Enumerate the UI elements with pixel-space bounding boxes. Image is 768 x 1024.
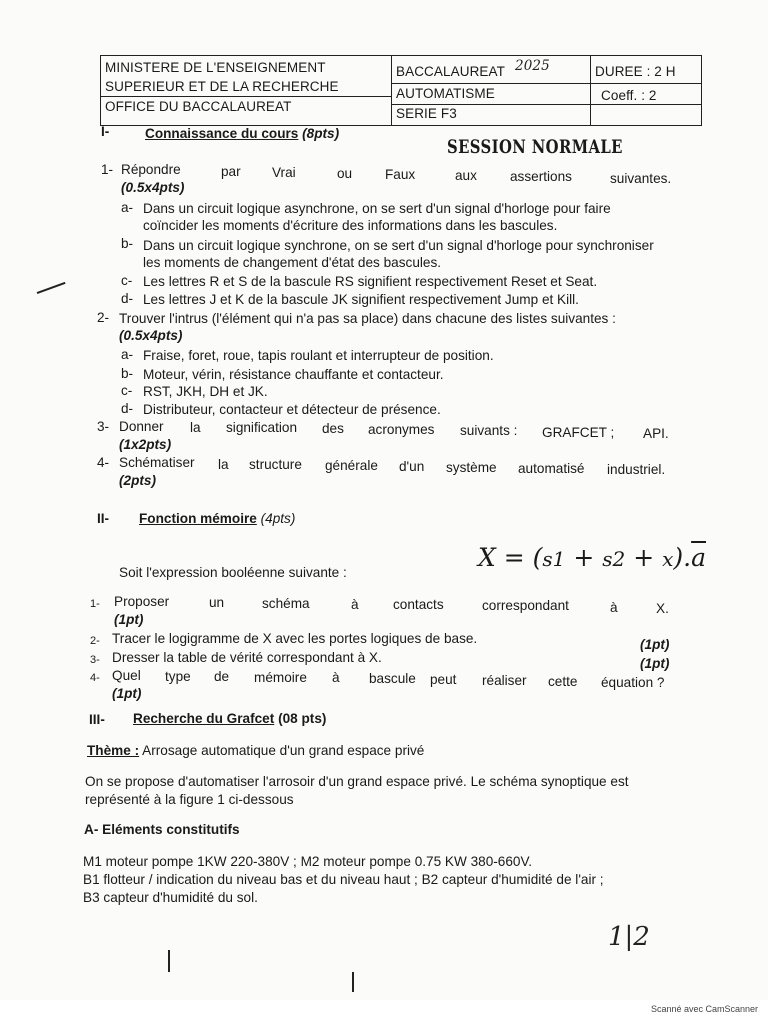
- q2a-label: a-: [121, 347, 134, 362]
- scan-mark: [37, 282, 66, 294]
- q1-word: aux: [455, 168, 477, 183]
- q3-word: des: [322, 421, 344, 436]
- q3-word: signification: [226, 420, 298, 435]
- q1-word: Vrai: [272, 165, 296, 180]
- q3-word: API.: [643, 426, 669, 441]
- boolean-formula: $X = (s1 + s2 + x).\overline{a}$: [478, 543, 706, 572]
- s2q4-word: à: [332, 670, 340, 685]
- s2q2-number: 2-: [90, 635, 100, 647]
- header-exam-cell: [392, 56, 591, 125]
- s2q4-word: cette: [548, 674, 578, 689]
- s2q3-number: 3-: [90, 654, 100, 666]
- q4-word: Schématiser: [119, 455, 195, 470]
- header-ministry-cell: [101, 56, 392, 125]
- elements-line3: B3 capteur d'humidité du sol.: [83, 890, 258, 905]
- exam-year: 2025: [515, 58, 550, 74]
- subject-label: AUTOMATISME: [396, 86, 495, 101]
- q2-text: Trouver l'intrus (l'élément qui n'a pas sa place) dans chacune des listes suivantes :: [119, 311, 616, 326]
- q2b-label: b-: [121, 366, 134, 381]
- q1a-text: Dans un circuit logique asynchrone, on se sert d'un signal d'horloge pour faire: [143, 201, 611, 216]
- q4-word: système: [446, 460, 497, 475]
- q2c-text: RST, JKH, DH et JK.: [143, 384, 268, 399]
- q1-word: assertions: [510, 169, 572, 184]
- q1-points: (0.5x4pts): [121, 180, 185, 195]
- q1-word: Faux: [385, 167, 416, 182]
- s2q4-word: Quel: [112, 668, 141, 683]
- q1a-label: a-: [121, 200, 134, 215]
- section2-heading: Fonction mémoire (4pts): [139, 511, 296, 526]
- s2q1-word: correspondant: [482, 598, 569, 613]
- section3-heading: Recherche du Grafcet (08 pts): [133, 711, 327, 726]
- q1b-text-2: les moments de changement d'état des bascules.: [143, 255, 442, 270]
- s2q1-number: 1-: [90, 598, 100, 610]
- q2d-text: Distributeur, contacteur et détecteur de présence.: [143, 402, 441, 417]
- q2d-label: d-: [121, 401, 134, 416]
- series-label: SERIE F3: [396, 106, 457, 121]
- s2q1-word: contacts: [393, 597, 444, 612]
- coeff-label: Coeff. : 2: [601, 88, 657, 103]
- elements-line2: B1 flotteur / indication du niveau bas et du niveau haut ; B2 capteur d'humidité de l'air ;: [83, 872, 604, 887]
- section1-number: I-: [101, 124, 110, 139]
- s2q4-word: type: [165, 669, 191, 684]
- partA-heading: A- Eléments constitutifs: [84, 822, 240, 837]
- q4-word: d'un: [399, 459, 425, 474]
- s2q1-word: schéma: [262, 596, 310, 611]
- q3-word: acronymes: [368, 422, 435, 437]
- page-number: 1|2: [608, 922, 650, 952]
- q1-word: par: [221, 164, 241, 179]
- theme-line: Thème : Arrosage automatique d'un grand espace privé: [87, 743, 425, 758]
- q1c-label: c-: [121, 273, 133, 288]
- q2c-label: c-: [121, 383, 133, 398]
- q1b-text: Dans un circuit logique synchrone, on se sert d'un signal d'horloge pour synchroniser: [143, 238, 654, 253]
- q4-word: la: [218, 457, 229, 472]
- q4-number: 4-: [97, 455, 110, 470]
- q3-word: suivants :: [460, 423, 518, 438]
- s2q4-number: 4-: [90, 672, 100, 684]
- q1d-text: Les lettres J et K de la bascule JK signifient respectivement Jump et Kill.: [143, 292, 579, 307]
- q3-word: Donner: [119, 419, 164, 434]
- s2q4-word: réaliser: [482, 673, 527, 688]
- s2q4-word: équation ?: [601, 675, 665, 690]
- s2q4-word: peut: [430, 672, 457, 687]
- s2q3-text: Dresser la table de vérité correspondant à X.: [112, 650, 382, 665]
- header-duration-cell: [591, 56, 701, 125]
- s2q1-word: Proposer: [114, 594, 170, 609]
- intro-paragraph-line2: représenté à la figure 1 ci-dessous: [85, 792, 294, 807]
- q1-word: ou: [337, 166, 353, 181]
- q3-points: (1x2pts): [119, 437, 172, 452]
- s2q4-word: bascule: [369, 671, 416, 686]
- section2-intro: Soit l'expression booléenne suivante :: [119, 565, 347, 580]
- s2q4-word: de: [214, 669, 230, 684]
- scan-mark: [352, 972, 354, 992]
- s2q1-word: X.: [656, 601, 669, 616]
- q1-number: 1-: [101, 162, 114, 177]
- header-table: [100, 55, 702, 126]
- s2q1-word: à: [351, 597, 359, 612]
- q1-word: suivantes.: [610, 171, 672, 186]
- s2q1-word: à: [610, 600, 618, 615]
- ministry-line2: SUPERIEUR ET DE LA RECHERCHE: [105, 79, 339, 94]
- q3-number: 3-: [97, 419, 110, 434]
- q1d-label: d-: [121, 291, 134, 306]
- q4-points: (2pts): [119, 473, 157, 488]
- s2q2-text: Tracer le logigramme de X avec les portes logiques de base.: [112, 631, 478, 646]
- q2-number: 2-: [97, 310, 110, 325]
- exam-label: BACCALAUREAT: [396, 64, 505, 79]
- ministry-line1: MINISTERE DE L'ENSEIGNEMENT: [105, 60, 326, 75]
- q2-points: (0.5x4pts): [119, 328, 183, 343]
- s2q4-points: (1pt): [112, 686, 142, 701]
- office-label: OFFICE DU BACCALAUREAT: [105, 99, 292, 114]
- q2a-text: Fraise, foret, roue, tapis roulant et interrupteur de position.: [143, 348, 494, 363]
- q1b-label: b-: [121, 236, 134, 251]
- q4-word: générale: [325, 458, 378, 473]
- s2q1-points: (1pt): [114, 612, 144, 627]
- s2q1-word: un: [209, 595, 225, 610]
- section1-heading: Connaissance du cours (8pts): [145, 126, 340, 141]
- intro-paragraph-line1: On se propose d'automatiser l'arrosoir d'un grand espace privé. Le schéma synoptique est: [85, 774, 629, 789]
- section2-number: II-: [97, 511, 110, 526]
- q1-word: Répondre: [121, 162, 181, 177]
- q3-word: la: [190, 420, 201, 435]
- scanner-footer: Scanné avec CamScanner: [650, 1004, 758, 1014]
- s2q4-word: mémoire: [254, 670, 307, 685]
- q4-word: industriel.: [607, 462, 666, 477]
- q4-word: structure: [249, 457, 302, 472]
- q3-word: GRAFCET ;: [542, 425, 615, 440]
- q1a-text-2: coïncider les moments d'écriture des informations dans les bascules.: [143, 218, 558, 233]
- duration-label: DUREE : 2 H: [595, 64, 676, 79]
- session-title: SESSION NORMALE: [447, 136, 623, 158]
- scan-mark: [168, 950, 170, 972]
- section3-number: III-: [89, 712, 105, 727]
- s2q3-points: (1pt): [640, 656, 670, 671]
- q1c-text: Les lettres R et S de la bascule RS signifient respectivement Reset et Seat.: [143, 274, 598, 289]
- q2b-text: Moteur, vérin, résistance chauffante et contacteur.: [143, 367, 444, 382]
- s2q2-points: (1pt): [640, 637, 670, 652]
- q4-word: automatisé: [518, 461, 585, 476]
- elements-line1: M1 moteur pompe 1KW 220-380V ; M2 moteur pompe 0.75 KW 380-660V.: [83, 854, 533, 869]
